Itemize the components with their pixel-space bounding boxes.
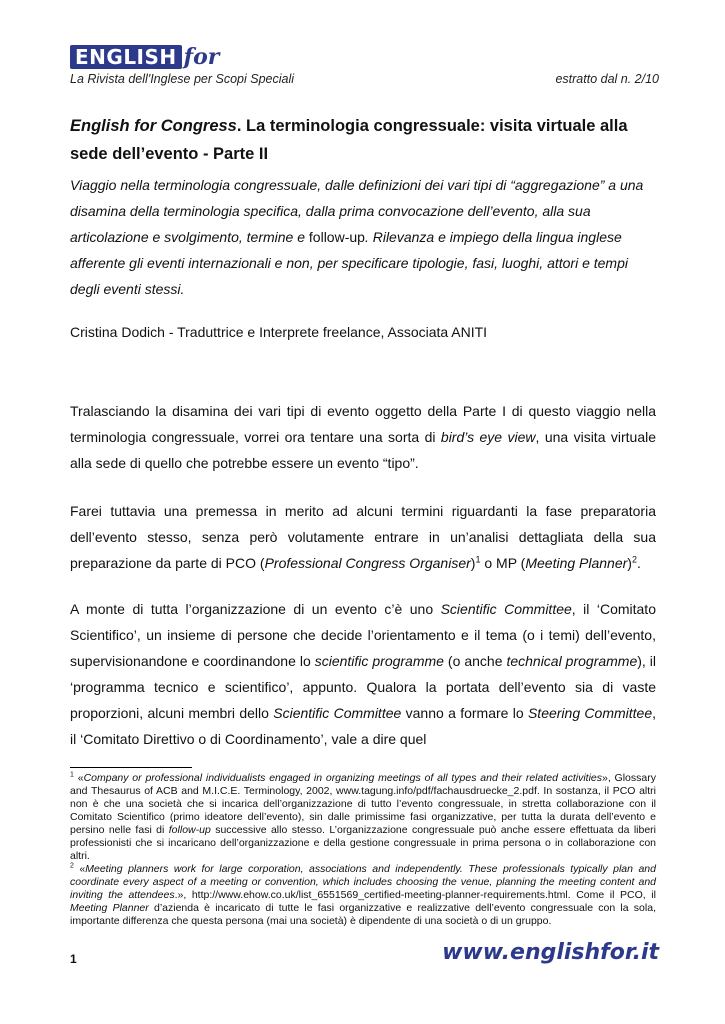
fn2-italic: Meeting planners work for large corporation, associations and independently. These professionals typically plan and coordinate every aspect of a meeting or convention, which includes choosing the venue, planning the meeting content and inviting the attendees xyxy=(70,863,656,901)
p1-text-2: , una visita virtuale alla sede di quello che potrebbe essere un evento “tipo”. xyxy=(70,429,657,471)
logo-english: ENGLISH xyxy=(70,45,182,69)
p1-text: Tralasciando la disamina dei vari tipi di evento oggetto della Parte I di questo viaggio nella terminologia congressuale, vorrei ora tentare una sorta di xyxy=(70,403,656,445)
author-line: Cristina Dodich - Traduttrice e Interprete freelance, Associata ANITI xyxy=(70,324,488,340)
abstract-text-2: . Rilevanza e impiego della lingua inglese afferente gli eventi internazionali e non, per specificare tipologie, fasi, luoghi, attori e tempi degli eventi stessi. xyxy=(70,229,628,297)
fn1-text-2: », Glossary and Thesaurus of ACB and M.I.C.E. Terminology, 2002, www.tagung.info/pdf/fachausdruecke_2.pdf. In sostanza, il PCO altri non è che una società che si incarica dell’organizzazione di tutto l’evento congressuale, in stretta collaborazione con il Comitato Scientifico (primo ideatore dell’evento), sin dalle primissime fasi organizzative, per tutta la durata dell’evento e persino nelle fasi di xyxy=(70,772,656,836)
p3-text-3: (o anche xyxy=(443,653,507,669)
title-italic: English for Congress xyxy=(70,117,237,135)
fn2-text: « xyxy=(73,863,86,875)
page-number: 1 xyxy=(70,952,77,966)
footnote-divider xyxy=(70,767,192,768)
p3-text: A monte di tutta l’organizzazione di un evento c’è uno xyxy=(70,601,441,617)
p3-italic-2: scientific programme xyxy=(314,653,444,669)
abstract-followup: follow-up xyxy=(308,229,365,245)
website-link[interactable]: www.englishfor.it xyxy=(442,940,659,965)
paragraph-1 xyxy=(70,398,656,476)
footnotes xyxy=(70,772,656,928)
p3-text-5: vanno a formare lo xyxy=(401,705,528,721)
article-abstract xyxy=(70,172,656,302)
p3-italic-3: technical programme xyxy=(506,653,638,669)
p3-italic-4: Scientific Committee xyxy=(273,705,402,721)
fn2-italic-2: Meeting Planner xyxy=(70,902,149,914)
p2-italic-mp: Meeting Planner xyxy=(525,555,628,571)
issue-label: estratto dal n. 2/10 xyxy=(555,72,659,86)
fn1-text: « xyxy=(73,772,84,784)
p2-text-5: . xyxy=(636,555,641,571)
p3-italic-1: Scientific Committee xyxy=(440,601,572,617)
footnote-ref-2[interactable]: 2 xyxy=(631,554,637,565)
paragraph-2 xyxy=(70,498,656,576)
footnote-2-number: 2 xyxy=(70,862,74,870)
p1-italic: bird’s eye view xyxy=(440,429,536,445)
fn1-italic: Company or professional individualists engaged in organizing meetings of all types and their related activities xyxy=(83,772,602,784)
footnote-1-number: 1 xyxy=(70,771,74,779)
p2-text-4: ) xyxy=(627,555,632,571)
logo-for: for xyxy=(183,44,220,70)
abstract-text: Viaggio nella terminologia congressuale, dalle definizioni dei vari tipi di “aggregazione” a una disamina della terminologia specifica, dalla prima convocazione dell’evento, alla sua articolazione e svolgimento, termine e xyxy=(70,177,644,245)
fn1-italic-2: follow-up xyxy=(168,824,211,836)
paragraph-3 xyxy=(70,596,656,752)
footnote-2 xyxy=(70,863,656,928)
article-title xyxy=(70,112,656,168)
fn2-text-2: .», http://www.ehow.co.uk/list_6551569_certified-meeting-planner-requirements.html. Come il PCO, il xyxy=(174,889,656,901)
fn1-text-3: successive allo stesso. L’organizzazione congressuale può anche essere effettuata da liberi professionisti che si incaricano dell’organizzazione e della gestione congressuale in prima persona o in collaborazione con altri. xyxy=(70,824,656,862)
magazine-tagline: La Rivista dell'Inglese per Scopi Speciali xyxy=(70,72,295,86)
p3-text-6: , il ‘Comitato Direttivo o di Coordinamento’, vale a dire quel xyxy=(70,705,657,747)
p3-italic-5: Steering Committee xyxy=(527,705,653,721)
englishfor-logo xyxy=(70,44,219,70)
p3-text-2: , il ‘Comitato Scientifico’, un insieme di persone che decide l’orientamento e il tema (o i temi) dell’evento, supervisionandone e coordinandone lo xyxy=(70,601,656,669)
fn2-text-3: d’azienda è incaricato di tutte le fasi organizzative e realizzative dell’evento congressuale con la sola, importante differenza che questa persona (mai una società) è dipendente di una società o di un gruppo. xyxy=(70,902,656,927)
footnote-1 xyxy=(70,772,656,863)
p2-italic-pco: Professional Congress Organiser xyxy=(264,555,471,571)
p2-text-3: o MP ( xyxy=(480,555,526,571)
p3-text-4: ), il ‘programma tecnico e scientifico’, appunto. Qualora la portata dell’evento sia di vaste proporzioni, alcuni membri dello xyxy=(70,653,657,721)
p2-text: Farei tuttavia una premessa in merito ad alcuni termini riguardanti la fase preparatoria dell’evento stesso, senza però volutamente entrare in un’analisi dettagliata della sua preparazione da parte di PCO ( xyxy=(70,503,656,571)
title-rest: . La terminologia congressuale: visita virtuale alla sede dell’evento - Parte II xyxy=(70,117,628,163)
p2-text-2: ) xyxy=(470,555,476,571)
footnote-ref-1[interactable]: 1 xyxy=(475,554,481,565)
